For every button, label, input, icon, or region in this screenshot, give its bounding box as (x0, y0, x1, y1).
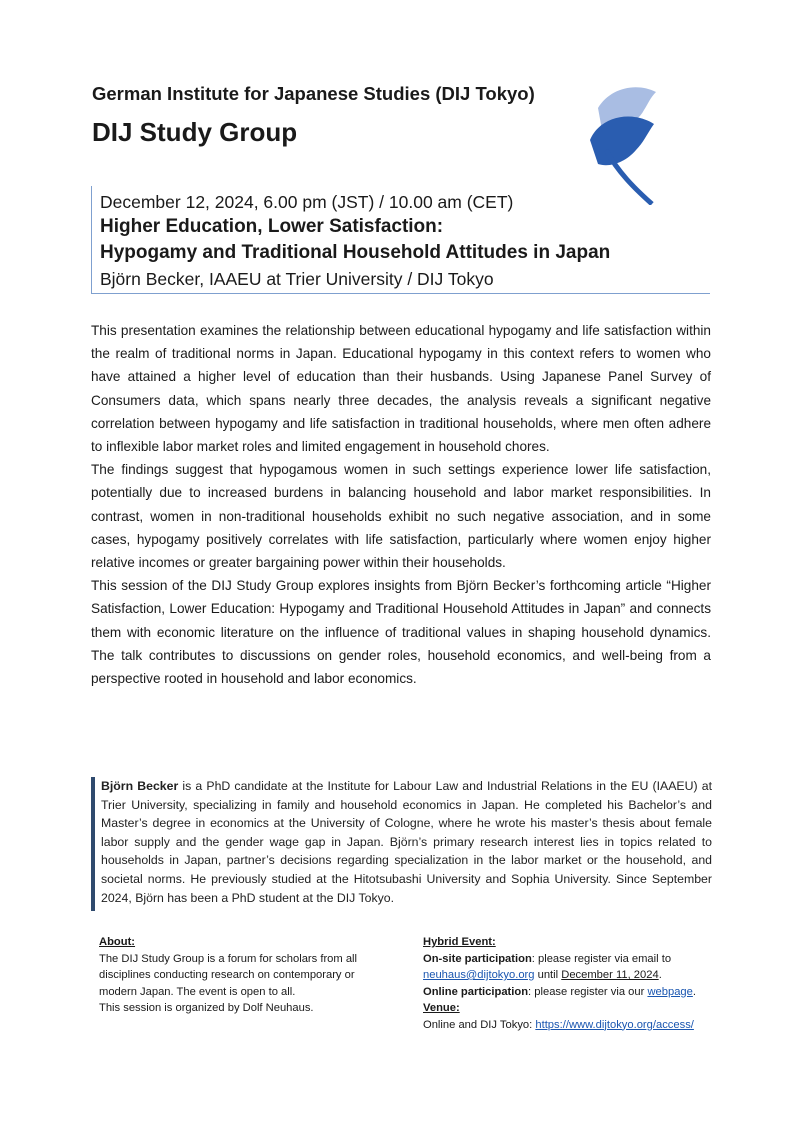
abstract-paragraph-3: This session of the DIJ Study Group explores insights from Björn Becker’s forthcoming article “Higher Satisfaction, Lower Education: Hypogamy and Traditional Household Attitudes in Japan” and connects them with economic literature on the influence of traditional values in shaping household dynamics. The talk contributes to discussions on gender roles, household economics, and well-being from a perspective rooted in household and labor economics. (91, 578, 711, 687)
deadline: December 11, 2024 (561, 969, 659, 981)
abstract-paragraph-2: The findings suggest that hypogamous women in such settings experience lower life satisfaction, potentially due to increased burdens in balancing household and labor market responsibilities. In contrast, women in non-traditional households exhibit no such negative association, and in some cases, hypogamy positively correlates with life satisfaction, particularly where women enjoy higher relative incomes or greater bargaining power within their households. (91, 462, 711, 571)
email-line (423, 967, 723, 984)
venue-url-link[interactable]: https://www.dijtokyo.org/access/ (535, 1018, 694, 1031)
onsite-line (423, 951, 723, 968)
venue-text: Online and DIJ Tokyo: (423, 1018, 536, 1031)
speaker-bio (91, 777, 712, 911)
event-title-line2: Hypogamy and Traditional Household Attitudes in Japan (100, 242, 611, 263)
onsite-text: : please register via email to (531, 952, 672, 965)
until-text: until (534, 969, 562, 981)
onsite-label: On-site participation (423, 952, 532, 965)
page-title: DIJ Study Group (92, 117, 298, 147)
venue-line (423, 1017, 723, 1034)
event-date: December 12, 2024, 6.00 pm (JST) / 10.00 am (CET) (100, 192, 514, 212)
online-label: Online participation (423, 985, 529, 998)
event-speaker: Björn Becker, IAAEU at Trier University / DIJ Tokyo (100, 269, 494, 289)
hybrid-event-section (423, 934, 723, 1033)
bio-name: Björn Becker (101, 779, 179, 793)
institute-name: German Institute for Japanese Studies (DIJ Tokyo) (92, 83, 535, 104)
about-text: The DIJ Study Group is a forum for scholars from all disciplines conducting research on contemporary or modern Japan. The event is open to all. (99, 952, 358, 998)
event-title-line1: Higher Education, Lower Satisfaction: (100, 216, 444, 237)
event-info-box (91, 186, 710, 294)
abstract (91, 319, 711, 690)
about-heading: About: (99, 936, 136, 948)
venue-heading: Venue: (423, 1002, 460, 1014)
webpage-link[interactable]: webpage (647, 985, 693, 998)
online-line: Online participation: please register via our webpage. (423, 985, 696, 998)
email-link[interactable]: neuhaus@dijtokyo.org (423, 969, 535, 981)
about-section (99, 934, 389, 1017)
hybrid-heading: Hybrid Event: (423, 936, 496, 948)
period: . (658, 969, 662, 981)
about-organizer: This session is organized by Dolf Neuhaus. (99, 1002, 314, 1014)
bio-text: is a PhD candidate at the Institute for Labour Law and Industrial Relations in the EU (IAAEU) at Trier University, specializing in family and household economics in Japan. He completed his Bachelor’s and Master’s degree in economics at the University of Cologne, where he wrote his master’s thesis about female labor supply and the gender wage gap in Japan. Björn’s primary research interest lies in topics related to households in Japan, partner’s decisions regarding specialization in the labor market or the household, and societal norms. He previously studied at the Hitotsubashi University and Sophia University. Since September 2024, Björn has been a PhD student at the DIJ Tokyo. (101, 779, 712, 905)
online-text: : please register via our (528, 985, 648, 998)
header (92, 82, 572, 148)
abstract-paragraph-1: This presentation examines the relationship between educational hypogamy and life satisfaction within the realm of traditional norms in Japan. Educational hypogamy in this context refers to women who have attained a higher level of education than their husbands. Using Japanese Panel Survey of Consumers data, which spans nearly three decades, the analysis reveals a significant negative correlation between hypogamy and life satisfaction in traditional households, where men often adhere to inflexible labor market roles and limited engagement in household chores. (91, 323, 711, 455)
